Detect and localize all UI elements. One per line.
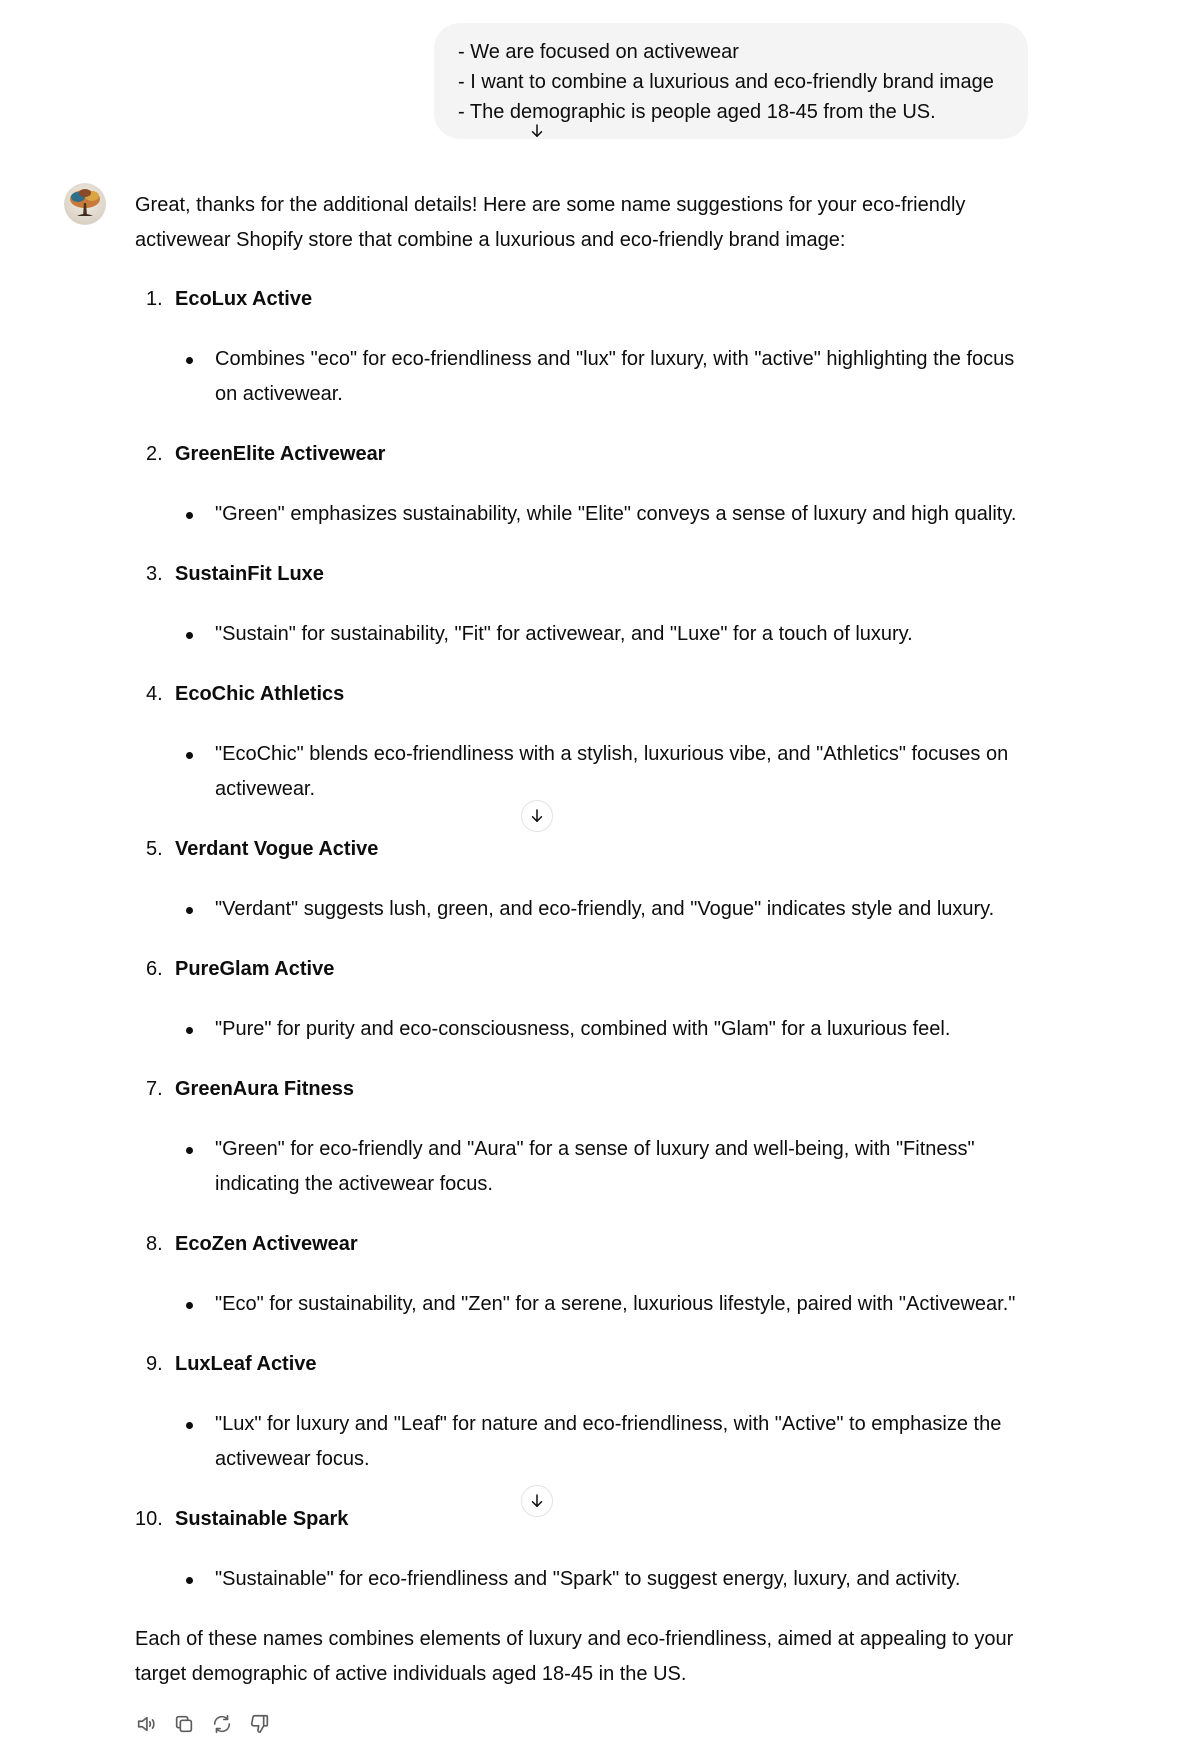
thumbs-down-button[interactable]	[248, 1712, 272, 1736]
description-text: "Lux" for luxury and "Leaf" for nature and eco-friendliness, with "Active" to emphasize the activewear focus.	[215, 1413, 1002, 1470]
user-message-line: - I want to combine a luxurious and eco-friendly brand image	[458, 71, 994, 93]
bullet-icon	[186, 907, 193, 914]
suggested-store-name: Verdant Vogue Active	[175, 838, 379, 860]
list-item-description	[135, 1562, 1035, 1597]
list-item-title	[135, 677, 1035, 712]
user-message-line: - We are focused on activewear	[458, 41, 739, 63]
assistant-message	[135, 188, 1035, 1692]
description-text: "Sustain" for sustainability, "Fit" for activewear, and "Luxe" for a touch of luxury.	[215, 623, 913, 645]
message-actions	[134, 1712, 272, 1736]
list-item-title	[135, 557, 1035, 592]
list-item-number: 10.	[135, 1508, 163, 1530]
description-text: "Pure" for purity and eco-consciousness, combined with "Glam" for a luxurious feel.	[215, 1018, 951, 1040]
suggested-store-name: PureGlam Active	[175, 958, 335, 980]
list-item-number: 2.	[146, 443, 163, 465]
suggested-store-name: SustainFit Luxe	[175, 563, 324, 585]
bullet-icon	[186, 1027, 193, 1034]
scroll-down-button[interactable]	[521, 115, 553, 147]
list-item-description	[135, 497, 1035, 532]
list-item-number: 1.	[146, 288, 163, 310]
arrow-down-icon	[528, 122, 546, 140]
list-item-description	[135, 737, 1035, 807]
description-text: "Green" for eco-friendly and "Aura" for a sense of luxury and well-being, with "Fitness" indicating the activewear focus.	[215, 1138, 975, 1195]
description-text: "Green" emphasizes sustainability, while "Elite" conveys a sense of luxury and high quality.	[215, 503, 1017, 525]
list-item-description	[135, 1287, 1035, 1322]
list-item-number: 4.	[146, 683, 163, 705]
bullet-icon	[186, 1577, 193, 1584]
tree-avatar-icon	[64, 183, 106, 225]
list-item	[135, 437, 1035, 532]
assistant-outro: Each of these names combines elements of luxury and eco-friendliness, aimed at appealing to your target demographic of active individuals aged 18-45 in the US.	[135, 1628, 1014, 1685]
suggested-store-name: Sustainable Spark	[175, 1508, 349, 1530]
list-item-description	[135, 1132, 1035, 1202]
list-item-title	[135, 1072, 1035, 1107]
list-item	[135, 557, 1035, 652]
list-item	[135, 832, 1035, 927]
read-aloud-icon	[135, 1713, 157, 1735]
copy-button[interactable]	[172, 1712, 196, 1736]
bullet-icon	[186, 752, 193, 759]
list-item	[135, 282, 1035, 412]
thumbs-down-icon	[249, 1713, 271, 1735]
assistant-intro: Great, thanks for the additional details! Here are some name suggestions for your eco-friendly activewear Shopify store that combine a luxurious and eco-friendly brand image:	[135, 194, 966, 251]
bullet-icon	[186, 1302, 193, 1309]
list-item	[135, 1347, 1035, 1477]
user-message-line: - The demographic is people aged 18-45 from the US.	[458, 101, 936, 123]
list-item-description	[135, 1407, 1035, 1477]
copy-icon	[173, 1713, 195, 1735]
list-item-description	[135, 892, 1035, 927]
list-item-title	[135, 952, 1035, 987]
description-text: "Eco" for sustainability, and "Zen" for a serene, luxurious lifestyle, paired with "Activewear."	[215, 1293, 1016, 1315]
list-item-number: 6.	[146, 958, 163, 980]
description-text: "EcoChic" blends eco-friendliness with a stylish, luxurious vibe, and "Athletics" focuses on activewear.	[215, 743, 1009, 800]
bullet-icon	[186, 1422, 193, 1429]
assistant-avatar	[64, 183, 106, 225]
suggested-store-name: EcoChic Athletics	[175, 683, 345, 705]
bullet-icon	[186, 357, 193, 364]
suggested-store-name: GreenAura Fitness	[175, 1078, 354, 1100]
regenerate-button[interactable]	[210, 1712, 234, 1736]
read-aloud-button[interactable]	[134, 1712, 158, 1736]
list-item-description	[135, 342, 1035, 412]
bullet-icon	[186, 1147, 193, 1154]
list-item-title	[135, 437, 1035, 472]
suggested-store-name: GreenElite Activewear	[175, 443, 386, 465]
list-item-title	[135, 832, 1035, 867]
list-item-number: 9.	[146, 1353, 163, 1375]
suggested-store-name: LuxLeaf Active	[175, 1353, 317, 1375]
list-item-number: 8.	[146, 1233, 163, 1255]
list-item-number: 5.	[146, 838, 163, 860]
suggested-store-name: EcoLux Active	[175, 288, 313, 310]
regenerate-icon	[211, 1713, 233, 1735]
list-item-title	[135, 1227, 1035, 1262]
list-item	[135, 952, 1035, 1047]
suggested-store-name: EcoZen Activewear	[175, 1233, 358, 1255]
bullet-icon	[186, 512, 193, 519]
list-item	[135, 1072, 1035, 1202]
list-item-description	[135, 1012, 1035, 1047]
list-item-number: 3.	[146, 563, 163, 585]
list-item-title	[135, 282, 1035, 317]
description-text: "Verdant" suggests lush, green, and eco-friendly, and "Vogue" indicates style and luxury.	[215, 898, 995, 920]
suggestion-list	[135, 282, 1035, 1597]
list-item	[135, 1227, 1035, 1322]
list-item-title	[135, 1502, 1035, 1537]
list-item	[135, 677, 1035, 807]
description-text: "Sustainable" for eco-friendliness and "Spark" to suggest energy, luxury, and activity.	[215, 1568, 961, 1590]
list-item-number: 7.	[146, 1078, 163, 1100]
list-item-title	[135, 1347, 1035, 1382]
bullet-icon	[186, 632, 193, 639]
list-item-description	[135, 617, 1035, 652]
description-text: Combines "eco" for eco-friendliness and "lux" for luxury, with "active" highlighting the focus on activewear.	[215, 348, 1015, 405]
list-item	[135, 1502, 1035, 1597]
